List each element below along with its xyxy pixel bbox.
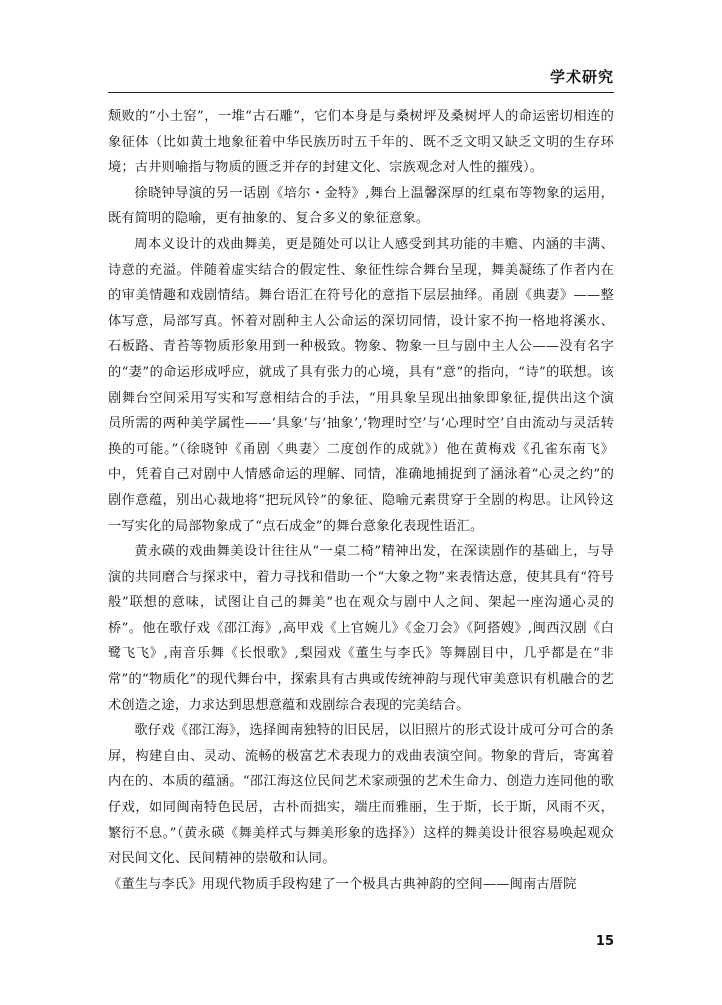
paragraph: 黄永碤的戏曲舞美设计往往从“一桌二椅”精神出发，在深读剧作的基础上，与导演的共同磨合与探求中，着力寻找和借助一个“大象之物”来表情达意，使其具有“符号般”联想的意味，试图让自己的舞美“也在观众与剧中人之间、架起一座沟通心灵的桥”。他在歌仔戏《邵江海》,高甲戏《上官婉儿》《金刀会》《阿搭嫂》,闽西汉剧《白鹭飞飞》,南音乐舞《长恨歌》,梨园戏《董生与李氏》等舞剧目中，几乎都是在“非常”的“物质化”的现代舞台中，探索具有古典或传统神韵与现代审美意识有机融合的艺术创造之途，力求达到思想意蕴和戏剧综合表现的完美结合。 bbox=[108, 544, 614, 713]
article-body bbox=[108, 104, 614, 897]
running-header-title: 学术研究 bbox=[549, 68, 614, 86]
paragraph: 徐晓钟导演的另一话剧《培尔・金特》,舞台上温馨深厚的红桌布等物象的运用，既有简明的隐喻，更有抽象的、复合多义的象征意象。 bbox=[108, 185, 614, 227]
paragraph-continues-next-page: 《董生与李氏》用现代物质手段构建了一个极具古典神韵的空间——闽南古厝院 bbox=[108, 876, 577, 892]
page-number: 15 bbox=[595, 934, 614, 949]
paragraph: 歌仔戏《邵江海》，选择闽南独特的旧民居，以旧照片的形式设计成可分可合的条屏，构建自由、灵动、流畅的极富艺术表现力的戏曲表演空间。物象的背后，寄寓着内在的、本质的蕴涵。“邵江海这位民间艺术家顽强的艺术生命力、创造力连同他的歌仔戏，如同闽南特色民居，古朴而拙实，端庄而雅丽，生于斯，长于斯，风雨不灭，繁衍不息。”（黄永碤《舞美样式与舞美形象的选择》）这样的舞美设计很容易唤起观众对民间文化、民间精神的崇敬和认同。 bbox=[108, 723, 614, 867]
header-rule-divider bbox=[108, 92, 614, 93]
paragraph: 周本义设计的戏曲舞美，更是随处可以让人感受到其功能的丰赡、内涵的丰满、诗意的充溢。伴随着虚实结合的假定性、象征性综合舞台呈现，舞美凝练了作者内在的审美情趣和戏剧情结。舞台语汇在符号化的意指下层层抽绎。甬剧《典妻》——整体写意，局部写真。怀着对剧种主人公命运的深切同情，设计家不拘一格地将溪水、石板路、青苔等物质形象用到一种极致。物象、物象一旦与剧中主人公——没有名字的“妻”的命运形成呼应，就成了具有张力的心境，具有“意”的指向，“诗”的联想。该剧舞台空间采用写实和写意相结合的手法，“用具象呈现出抽象即象征,提供出这个演员所需的两种美学属性——‘具象’与‘抽象’,‘物理时空’与‘心理时空’自由流动与灵活转换的可能。”（徐晓钟《甬剧〈典妻〉二度创作的成就》）他在黄梅戏《孔雀东南飞》中，凭着自己对剧中人情感命运的理解、同情，准确地捕捉到了涵泳着“心灵之约”的剧作意蕴，别出心裁地将“把玩风铃”的象征、隐喻元素贯穿于全剧的构思。让风铃这一写实化的局部物象成了“点石成金”的舞台意象化表现性语汇。 bbox=[108, 236, 614, 534]
paragraph-continued: 颓败的“小土窑”，一堆“古石雕”，它们本身是与桑树坪及桑树坪人的命运密切相连的象征体（比如黄土地象征着中华民族历时五千年的、既不乏文明又缺乏文明的生存环境；古井则喻指与物质的匮乏并存的封建文化、宗族观念对人性的摧残）。 bbox=[108, 109, 614, 176]
